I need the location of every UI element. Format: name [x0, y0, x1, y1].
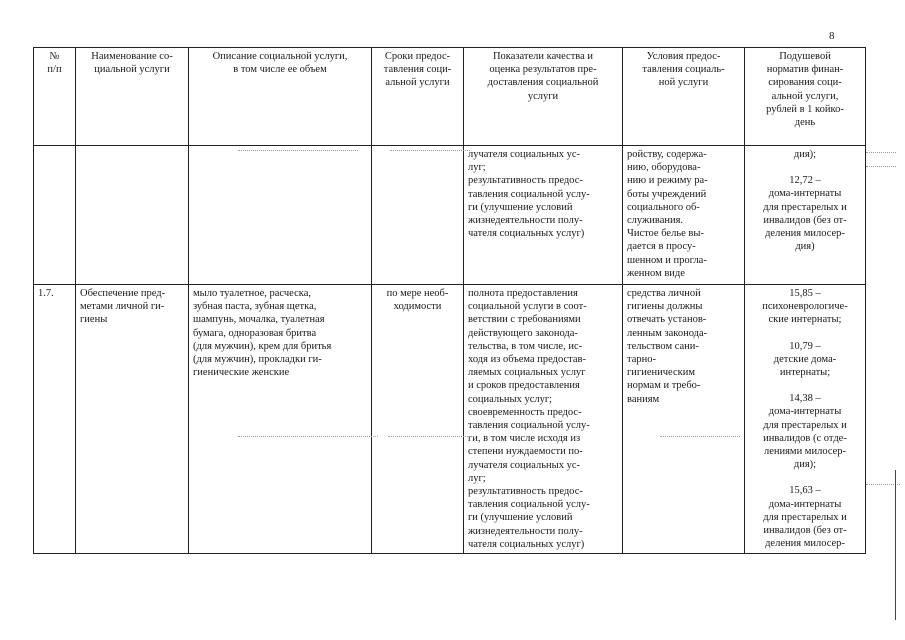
scan-artifact-line [388, 436, 474, 437]
header-terms: Сроки предос- тавления соци- альной услуги [372, 48, 464, 146]
service-conditions: средства личной гигиены должны отвечать установ- ленным законода- тельством сани- тарно- гигиеническим нормам и требо- ваниям [623, 285, 745, 554]
norm-line: дома-интернаты [768, 498, 842, 510]
header-name: Наименование со- циальной услуги [76, 48, 189, 146]
norm-line: дома-интернаты [768, 188, 842, 200]
norm-line: 15,85 – [789, 288, 821, 299]
cont-num-cell [34, 146, 76, 285]
norm-line: дия) [795, 241, 815, 253]
norm-line: 10,79 – [789, 340, 821, 352]
cont-norm-cell [745, 146, 866, 285]
row-num: 1.7. [34, 285, 76, 554]
service-norm [745, 285, 866, 554]
norm-line: дома-интернаты [768, 406, 842, 418]
norm-line: для престарелых и [763, 201, 847, 213]
scan-artifact-line [390, 150, 470, 151]
norm-line: инвалидов (без от- [763, 525, 847, 537]
norm-line: 15,63 – [789, 485, 821, 497]
scan-artifact-line [238, 436, 378, 437]
norm-line: дия); [793, 459, 817, 471]
header-num: № п/п [34, 48, 76, 146]
norm-line: ские интернаты; [768, 314, 842, 326]
cont-quality-cell: лучателя социальных ус- луг; результативность предос- тавления социальной услу- ги (улучшение условий жизнедеятельности полу- чателя социальных услуг) [464, 146, 623, 285]
norm-line: инвалидов (с отде- [763, 432, 847, 444]
service-quality: полнота предоставления социальной услуги в соот- ветствии с требованиями действующего законода- тельства, в том числе, ис- ходя из объема предостав- ляемых социальных услуг и сроков предоставления социальных услуг; своевременность предос- тавления социальной услу- ги, в том числе исходя из степени нуждаемости по- лучателя социальных ус- луг; результативность предос- тавления социальной услу- ги (улучшение условий жизнедеятельности полу- чателя социальных услуг) [464, 285, 623, 554]
cont-name-cell [76, 146, 189, 285]
header-quality: Показатели качества и оценка результатов пре- доставления социальной услуги [464, 48, 623, 146]
cont-conditions-cell: ройству, содержа- нию, оборудова- нию и режиму ра- боты учреждений социального об- служивания. Чистое белье вы- дается в просу- шенном и прогла- женном виде [623, 146, 745, 285]
norm-line: лениями милосер- [763, 446, 847, 458]
scan-artifact-line [866, 152, 896, 153]
norm-line: инвалидов (без от- [763, 214, 847, 226]
service-terms: по мере необ- ходимости [372, 285, 464, 554]
scan-artifact-line [238, 150, 358, 151]
norm-line: психоневрологиче- [762, 301, 848, 313]
norm-line: интернаты; [779, 367, 831, 379]
service-name: Обеспечение пред- метами личной ги- гиены [76, 285, 189, 554]
header-description: Описание социальной услуги, в том числе ее объем [189, 48, 372, 146]
norm-group [749, 287, 861, 327]
norm-group [749, 340, 861, 380]
table-header-row [34, 48, 866, 146]
header-norm: Подушевой норматив финан- сирования соци- альной услуги, рублей в 1 койко- день [745, 48, 866, 146]
scan-margin-mark [895, 470, 896, 620]
norm-line: дия); [793, 149, 817, 160]
norm-line: для престарелых и [763, 511, 847, 523]
social-services-table [33, 47, 866, 554]
norm-line: для престарелых и [763, 419, 847, 431]
scan-artifact-line [866, 166, 896, 167]
continuation-row [34, 146, 866, 285]
norm-line: деления милосер- [765, 538, 845, 550]
cont-description-cell [189, 146, 372, 285]
service-description: мыло туалетное, расческа, зубная паста, зубная щетка, шампунь, мочалка, туалетная бумага, одноразовая бритва (для мужчин), крем для бритья (для мужчин), прокладки ги- гиенические женские [189, 285, 372, 554]
header-conditions: Условия предос- тавления социаль- ной услуги [623, 48, 745, 146]
page-number: 8 [829, 30, 835, 42]
norm-line: деления милосер- [765, 228, 845, 240]
norm-line: детские дома- [773, 353, 837, 365]
norm-group [749, 392, 861, 471]
cont-terms-cell [372, 146, 464, 285]
norm-group [749, 484, 861, 550]
table-row-1-7 [34, 285, 866, 554]
norm-line: 14,38 – [789, 393, 821, 405]
norm-line: 12,72 – [789, 175, 821, 187]
scan-artifact-line [660, 436, 740, 437]
